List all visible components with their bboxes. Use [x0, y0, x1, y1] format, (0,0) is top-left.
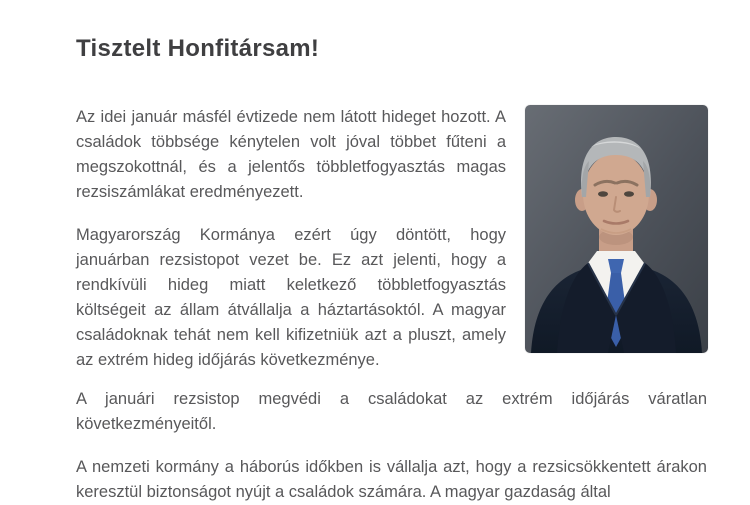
paragraph-4: A nemzeti kormány a háborús időkben is vállalja azt, hogy a rezsicsökkentett árakon keresztül biztonságot nyújt a családok számára. A magyar gazdaság által [76, 458, 707, 501]
portrait-illustration [525, 105, 708, 353]
page-title: Tisztelt Honfitársam! [76, 35, 320, 62]
portrait-photo [525, 105, 708, 353]
paragraph-1: Az idei január másfél évtizede nem látott hideget hozott. A családok többsége kénytelen volt jóval többet fűteni a megszokottnál, és a jelentős többletfogyasztás magas rezsiszámlákat eredményezett. [76, 108, 506, 201]
paragraph-2: Magyarország Kormánya ezért úgy döntött, hogy januárban rezsistopot vezet be. Ez azt jelenti, hogy a rendkívüli hideg miatt keletkező többletfogyasztás költségeit az állam átvállalja a háztartásoktól. A magyar családoknak tehát nem kell kifizetniük azt a pluszt, amely az extrém hideg időjárás következménye. [76, 226, 506, 369]
paragraph-3: A januári rezsistop megvédi a családokat az extrém időjárás váratlan következményeitől. [76, 390, 707, 433]
content-row [76, 105, 707, 373]
full-width-text-column [76, 387, 707, 505]
intro-text-column [76, 105, 506, 373]
